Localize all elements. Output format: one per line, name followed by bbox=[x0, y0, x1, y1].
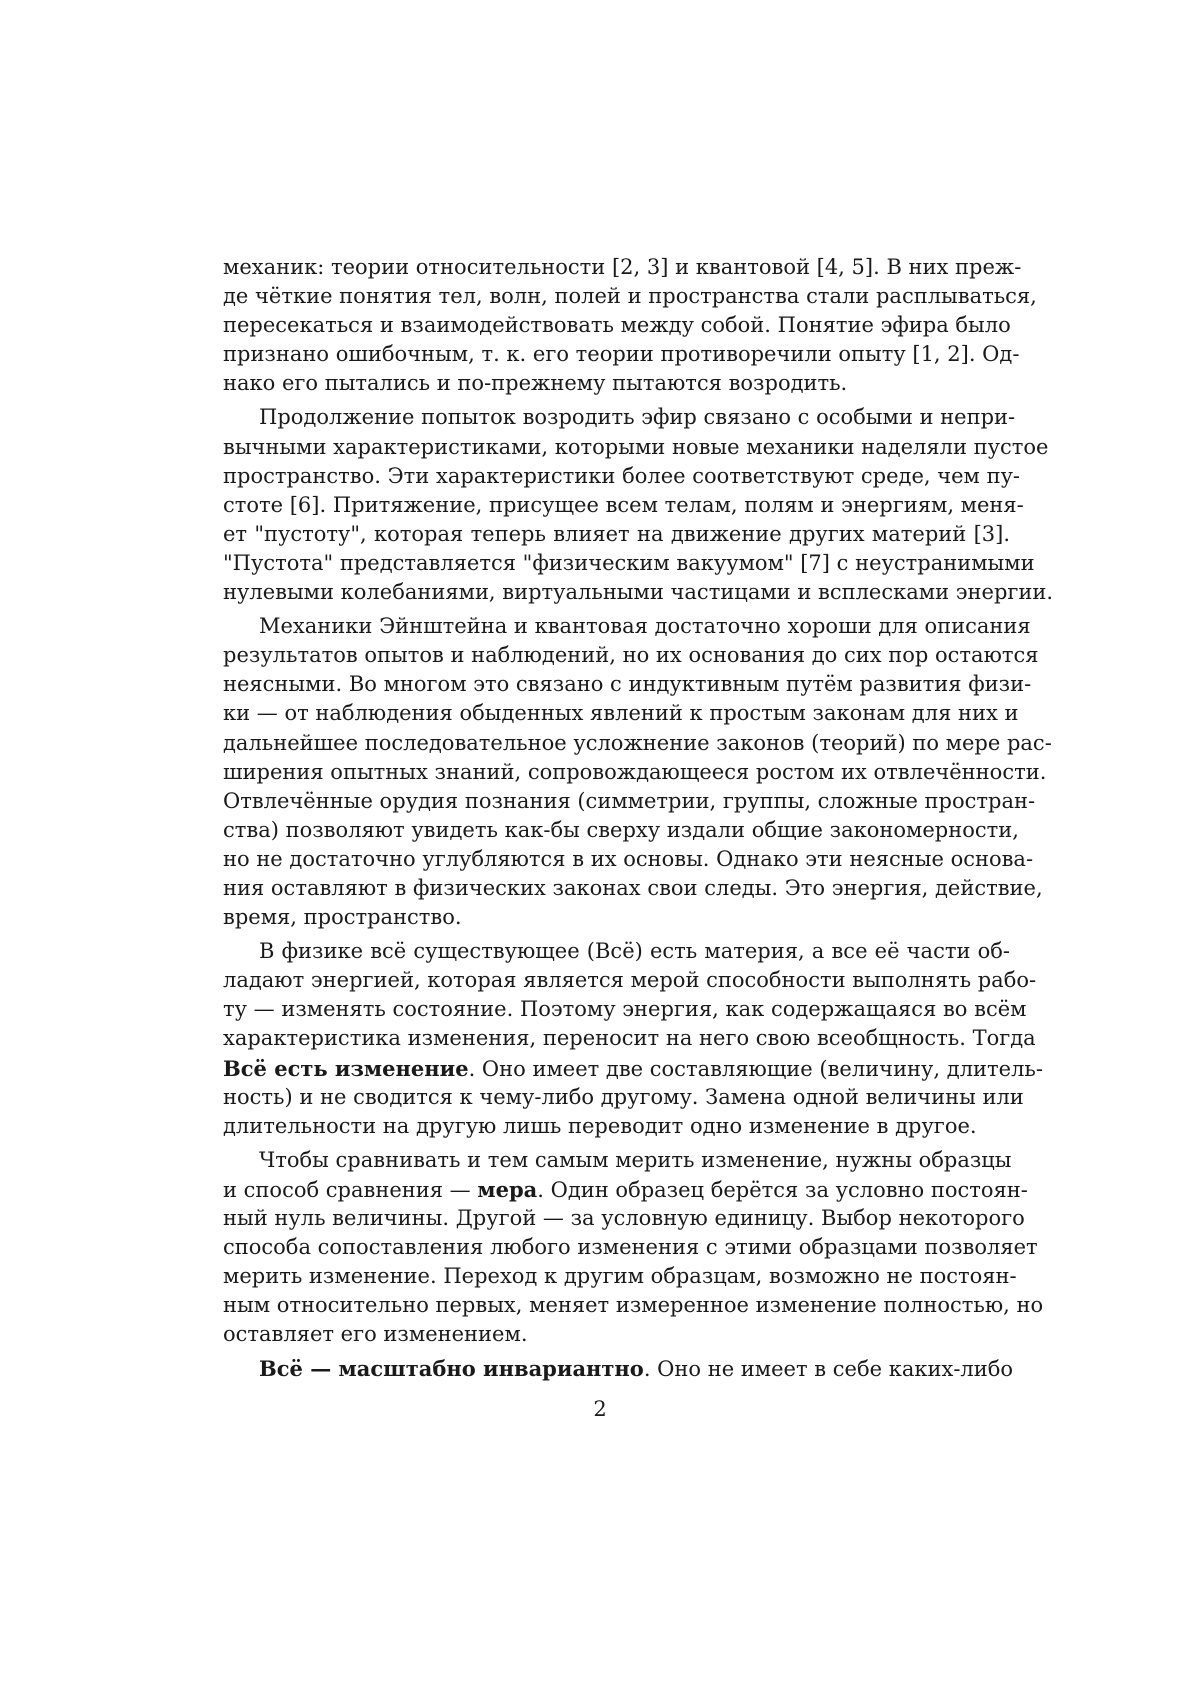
text-line bbox=[223, 1112, 1010, 1141]
text-line bbox=[223, 311, 1010, 340]
text-run: время, пространство. bbox=[223, 905, 462, 930]
bold-term: Всё — масштабно инвариантно bbox=[259, 1356, 644, 1382]
paragraph bbox=[223, 1146, 1044, 1350]
text-run: дальнейшее последовательное усложнение законов (теорий) по мере рас- bbox=[223, 730, 1052, 755]
text-line bbox=[223, 1320, 1010, 1349]
text-line bbox=[223, 903, 1010, 932]
text-run: . Оно не имеет в себе каких-либо bbox=[643, 1357, 1014, 1382]
text-run: Чтобы сравнивать и тем самым мерить изменение, нужны образцы bbox=[259, 1147, 1012, 1172]
paragraph bbox=[223, 1354, 1014, 1383]
text-run: ту — изменять состояние. Поэтому энергия, как содержащаяся во всём bbox=[223, 997, 1027, 1022]
text-line bbox=[223, 578, 1054, 607]
text-line bbox=[223, 1024, 1036, 1053]
text-run: ширения опытных знаний, сопровождающееся ростом их отвлечённости. bbox=[223, 759, 1047, 784]
text-run: Механики Эйнштейна и квантовая достаточно хороши для описания bbox=[259, 614, 1031, 639]
text-run: ки — от наблюдения обыденных явлений к простым законам для них и bbox=[223, 701, 1019, 726]
text-line bbox=[223, 1291, 1044, 1320]
text-run: Продолжение попыток возродить эфир связано с особыми и непри- bbox=[259, 405, 1016, 430]
text-line bbox=[223, 1354, 1014, 1383]
text-line bbox=[223, 1262, 1017, 1291]
text-run: "Пустота" представляется "физическим вакуумом" [7] с неустранимыми bbox=[223, 550, 1035, 575]
text-run: ния оставляют в физических законах свои следы. Это энергия, действие, bbox=[223, 875, 1043, 900]
bold-term: мера bbox=[477, 1176, 538, 1202]
text-line bbox=[223, 1233, 1038, 1262]
text-line bbox=[223, 1054, 1043, 1083]
text-run: способа сопоставления любого изменения с этими образцами позволяет bbox=[223, 1235, 1038, 1260]
text-run: пересекаться и взаимодействовать между собой. Понятие эфира было bbox=[223, 313, 1011, 338]
text-line bbox=[223, 1204, 1025, 1233]
page-number: 2 bbox=[593, 1397, 607, 1421]
paragraph bbox=[223, 403, 1054, 607]
paragraph bbox=[223, 612, 1052, 932]
text-line bbox=[223, 845, 1034, 874]
text-line bbox=[223, 549, 1035, 578]
text-line bbox=[223, 1083, 1024, 1112]
text-line bbox=[223, 787, 1036, 816]
text-run: ным относительно первых, меняет измеренное изменение полностью, но bbox=[223, 1293, 1044, 1318]
text-run: оставляет его изменением. bbox=[223, 1322, 528, 1347]
text-line bbox=[223, 699, 1019, 728]
text-run: длительности на другую лишь переводит одно изменение в другое. bbox=[223, 1113, 977, 1138]
paragraph bbox=[223, 937, 1043, 1141]
text-run: но не достаточно углубляются в их основы. Однако эти неясные основа- bbox=[223, 846, 1034, 871]
text-run: мерить изменение. Переход к другим образцам, возможно не постоян- bbox=[223, 1264, 1017, 1289]
text-line bbox=[223, 641, 1039, 670]
text-line bbox=[223, 462, 1021, 491]
text-run: . Один образец берётся за условно постоян- bbox=[537, 1177, 1028, 1202]
text-line bbox=[223, 966, 1037, 995]
text-line bbox=[223, 1146, 1010, 1175]
text-run: неясными. Во многом это связано с индуктивным путём развития физи- bbox=[223, 672, 1032, 697]
text-line bbox=[223, 340, 1020, 369]
text-line bbox=[223, 758, 1047, 787]
text-line bbox=[223, 433, 1049, 462]
text-line bbox=[223, 403, 1016, 432]
text-line bbox=[223, 282, 1037, 311]
text-run: де чёткие понятия тел, волн, полей и пространства стали расплываться, bbox=[223, 284, 1037, 309]
text-run: ет "пустоту", которая теперь влияет на движение других материй [3]. bbox=[223, 521, 1010, 546]
text-run: . Оно имеет две составляющие (величину, длитель- bbox=[468, 1056, 1043, 1081]
text-run: характеристика изменения, переносит на него свою всеобщность. Тогда bbox=[223, 1026, 1036, 1051]
text-run: Отвлечённые орудия познания (симметрии, группы, сложные простран- bbox=[223, 788, 1036, 813]
text-line bbox=[223, 670, 1032, 699]
text-run: ный нуль величины. Другой — за условную единицу. Выбор некоторого bbox=[223, 1206, 1025, 1230]
text-run: нако его пытались и по-прежнему пытаются возродить. bbox=[223, 371, 848, 396]
bold-term: Всё есть изменение bbox=[223, 1055, 469, 1081]
text-run: и способ сравнения — bbox=[223, 1177, 478, 1202]
text-run: признано ошибочным, т. к. его теории противоречили опыту [1, 2]. Од- bbox=[223, 342, 1020, 367]
text-line bbox=[223, 937, 1010, 966]
paragraph bbox=[223, 253, 1037, 398]
text-line bbox=[223, 253, 1022, 282]
text-run: результатов опытов и наблюдений, но их основания до сих пор остаются bbox=[223, 643, 1039, 668]
text-line bbox=[223, 491, 1024, 520]
text-line bbox=[223, 612, 1031, 641]
text-run: ладают энергией, которая является мерой способности выполнять рабо- bbox=[223, 968, 1037, 993]
text-line bbox=[223, 816, 1019, 845]
text-run: пространство. Эти характеристики более соответствуют среде, чем пу- bbox=[223, 463, 1021, 488]
text-line bbox=[223, 729, 1052, 758]
text-line bbox=[223, 995, 1027, 1024]
text-run: В физике всё существующее (Всё) есть материя, а все её части об- bbox=[259, 939, 1010, 964]
text-line bbox=[223, 369, 1010, 398]
text-run: нулевыми колебаниями, виртуальными частицами и всплесками энергии. bbox=[223, 580, 1054, 605]
text-run: ства) позволяют увидеть как-бы сверху издали общие закономерности, bbox=[223, 817, 1019, 842]
text-line bbox=[223, 874, 1043, 903]
text-run: механик: теории относительности [2, 3] и квантовой [4, 5]. В них преж- bbox=[223, 255, 1022, 279]
text-run: вычными характеристиками, которыми новые механики наделяли пустое bbox=[223, 434, 1049, 459]
text-run: ность) и не сводится к чему-либо другому. Замена одной величины или bbox=[223, 1084, 1024, 1109]
text-line bbox=[223, 520, 1010, 549]
text-run: стоте [6]. Притяжение, присущее всем телам, полям и энергиям, меня- bbox=[223, 492, 1024, 517]
body-text bbox=[223, 253, 1054, 1384]
text-line bbox=[223, 1175, 1028, 1204]
